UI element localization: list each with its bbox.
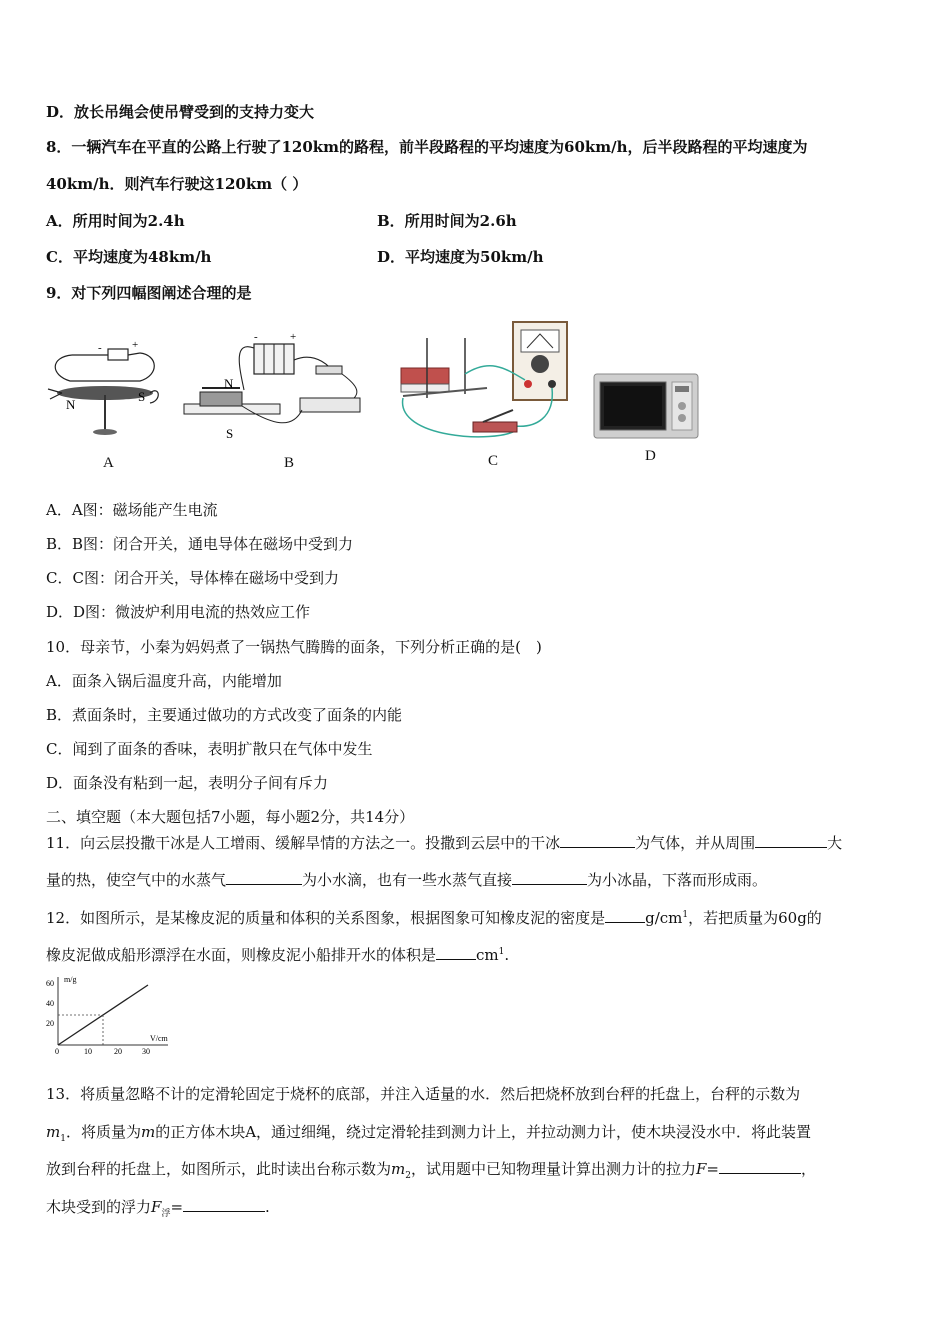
x-tick-30: 30	[142, 1047, 150, 1056]
q10-stem: 10．母亲节，小秦为妈妈煮了一锅热气腾腾的面条，下列分析正确的是( )	[46, 638, 542, 656]
fig-a-north: N	[66, 397, 76, 412]
q8-option-a: A．所用时间为2.4h	[46, 212, 185, 230]
fig-a-south: S	[138, 389, 146, 404]
figure-a-label: A	[103, 455, 114, 471]
q10-option-d: D．面条没有粘到一起，表明分子间有斥力	[46, 774, 329, 792]
battery-icon	[108, 349, 128, 360]
q8-stem: 8．一辆汽车在平直的公路上行驶了120km的路程，前半段路程的平均速度为60km/h，后半段路程的平均速度为	[46, 138, 808, 156]
q10-option-b: B．煮面条时，主要通过做功的方式改变了面条的内能	[46, 706, 403, 724]
x-tick-20: 20	[114, 1047, 122, 1056]
magnet-icon	[401, 368, 449, 384]
q12-mass-volume-graph	[44, 973, 174, 1058]
q8-option-b: B．所用时间为2.6h	[377, 212, 517, 230]
q13-blank-force[interactable]	[719, 1159, 801, 1174]
x-tick-10: 10	[84, 1047, 92, 1056]
figure-d-microwave	[592, 372, 700, 440]
q7-option-d: D．放长吊绳会使吊臂受到的支持力变大	[46, 103, 315, 121]
magnet-icon	[200, 392, 242, 406]
q13-line2: $m_1$．将质量为m的正方体木块A，通过细绳，绕过定滑轮挂到测力计上，并拉动测力计，使木块浸没水中．将此装置	[46, 1123, 812, 1144]
switch-icon	[316, 366, 342, 374]
fig-b-north: N	[224, 376, 234, 391]
q11-line1: 11．向云层投撒干冰是人工增雨、缓解旱情的方法之一。投撒到云层中的干冰 为气体，并从周围 大	[46, 834, 843, 852]
q12-line1: 12．如图所示，是某橡皮泥的质量和体积的关系图象，根据图象可知橡皮泥的密度是 $g/cm^1$，若把质量为60g的	[46, 909, 822, 927]
q11-blank-2[interactable]	[755, 833, 827, 848]
wire-loop	[55, 353, 154, 381]
figure-a-oersted	[40, 335, 180, 445]
q12-line2: 橡皮泥做成船形漂浮在水面，则橡皮泥小船排开水的体积是 $cm^1$.	[46, 946, 510, 964]
section-2-heading: 二、填空题（本大题包括7小题，每小题2分，共14分）	[46, 808, 415, 826]
x-axis-label: V/cm	[150, 1034, 168, 1043]
q13-line3: 放到台秤的托盘上，如图所示，此时读出台称示数为$m_2$，试用题中已知物理量计算出测力计的拉力F= ，	[46, 1160, 817, 1181]
q13-line1: 13．将质量忽略不计的定滑轮固定于烧杯的底部，并注入适量的水．然后把烧杯放到台秤的托盘上，台秤的示数为	[46, 1085, 801, 1103]
q8-option-c: C．平均速度为48km/h	[46, 248, 212, 266]
figure-c-induction	[395, 318, 575, 446]
q9-option-d: D．D图：微波炉利用电流的热效应工作	[46, 603, 311, 621]
q10-option-c: C．闻到了面条的香味，表明扩散只在气体中发生	[46, 740, 373, 758]
y-axis-label: m/g	[64, 975, 77, 984]
switch-icon	[473, 422, 517, 432]
fig-b-minus: -	[254, 331, 258, 343]
q8-option-d: D．平均速度为50km/h	[377, 248, 544, 266]
q9-option-b: B．B图：闭合开关，通电导体在磁场中受到力	[46, 535, 354, 553]
q12-blank-1[interactable]	[605, 908, 645, 923]
figure-b-label: B	[284, 455, 295, 471]
q12-blank-2[interactable]	[436, 945, 476, 960]
q9-option-c: C．C图：闭合开关，导体棒在磁场中受到力	[46, 569, 339, 587]
y-tick-60: 60	[46, 979, 54, 988]
q10-option-a: A．面条入锅后温度升高，内能增加	[46, 672, 282, 690]
figure-c-label: C	[488, 453, 499, 469]
rheostat-icon	[300, 398, 360, 412]
x-tick-0: 0	[55, 1047, 59, 1056]
q11-blank-3[interactable]	[226, 870, 302, 885]
fig-a-minus: -	[98, 342, 102, 354]
y-tick-40: 40	[46, 999, 54, 1008]
figure-d-label: D	[645, 448, 656, 464]
q11-blank-4[interactable]	[512, 870, 587, 885]
q11-line2: 量的热，使空气中的水蒸气 为小水滴，也有一些水蒸气直接 为小冰晶，下落而形成雨。	[46, 871, 768, 889]
q13-line4: 木块受到的浮力$F_浮=$ .	[46, 1198, 270, 1219]
q8-stem-cont: 40km/h．则汽车行驶这120km（ ）	[46, 175, 308, 193]
fig-b-south: S	[226, 426, 234, 441]
q9-stem: 9．对下列四幅图阐述合理的是	[46, 284, 252, 302]
q13-blank-buoyancy[interactable]	[183, 1197, 265, 1212]
fig-b-plus: +	[290, 331, 297, 343]
q11-blank-1[interactable]	[560, 833, 635, 848]
fig-a-plus: +	[132, 339, 139, 351]
y-tick-20: 20	[46, 1019, 54, 1028]
q9-option-a: A．A图：磁场能产生电流	[46, 501, 218, 519]
figure-b-circuit	[182, 330, 367, 445]
